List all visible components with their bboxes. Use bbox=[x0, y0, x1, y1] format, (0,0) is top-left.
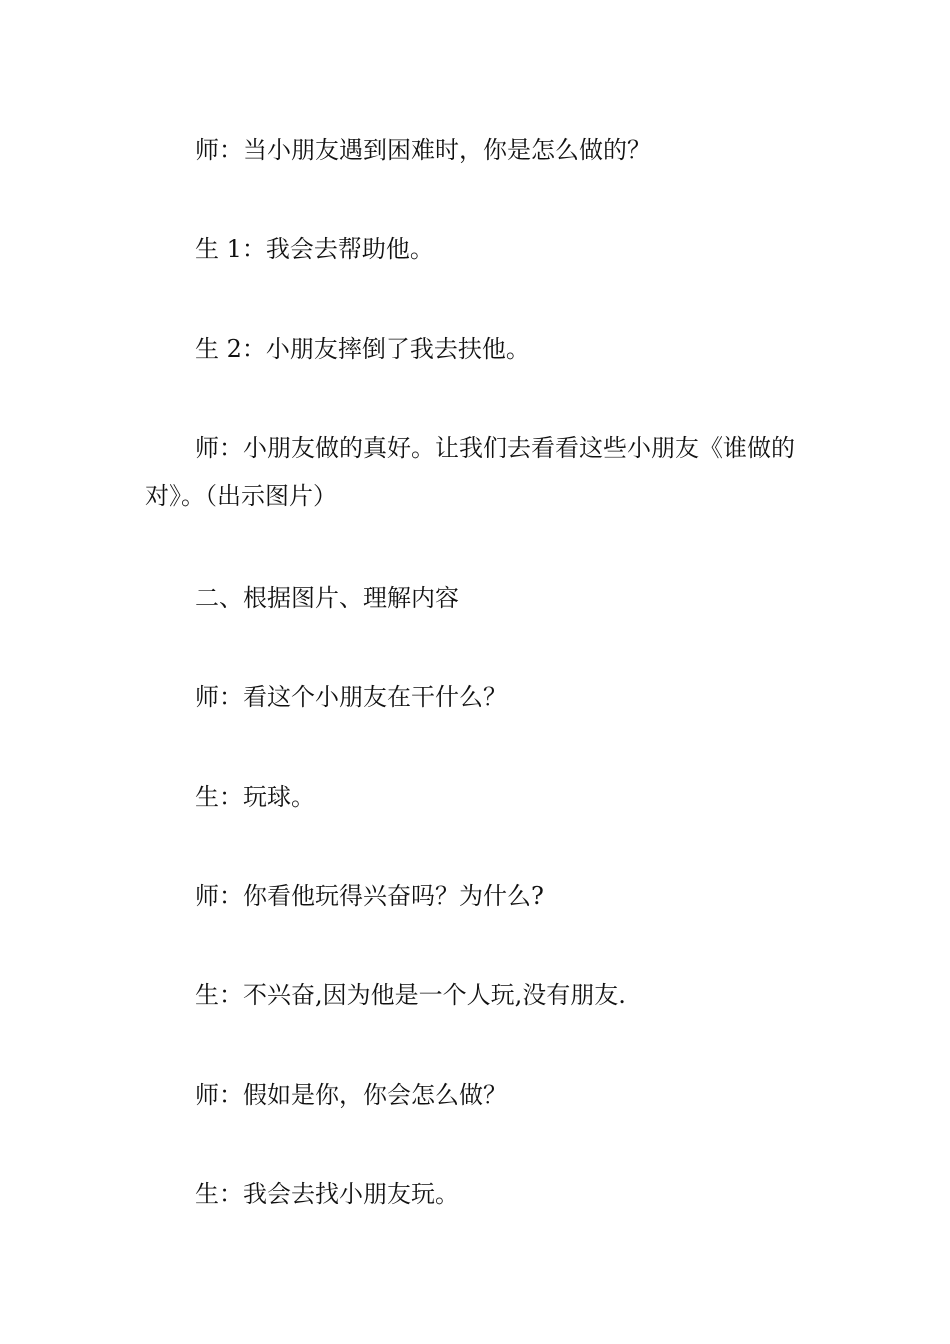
dialogue-teacher-question-2: 师：看这个小朋友在干什么？ bbox=[195, 683, 507, 711]
section-heading: 二、根据图片、理解内容 bbox=[195, 584, 459, 612]
dialogue-student-answer-4: 生：我会去找小朋友玩。 bbox=[195, 1180, 459, 1208]
dialogue-teacher-praise: 师：小朋友做的真好。让我们去看看这些小朋友《谁做的对》。（出示图片） bbox=[145, 434, 795, 510]
dialogue-teacher-question: 师：当小朋友遇到困难时，你是怎么做的？ bbox=[195, 136, 651, 164]
dialogue-teacher-question-3: 师：你看他玩得兴奋吗？为什么? bbox=[195, 882, 544, 910]
dialogue-student-answer-2: 生：玩球。 bbox=[195, 783, 315, 811]
dialogue-student-1-answer: 生 1：我会去帮助他。 bbox=[195, 235, 434, 263]
dialogue-student-2-answer: 生 2：小朋友摔倒了我去扶他。 bbox=[195, 335, 530, 363]
dialogue-student-answer-3: 生：不兴奋,因为他是一个人玩,没有朋友. bbox=[195, 981, 626, 1009]
dialogue-teacher-question-4: 师：假如是你，你会怎么做？ bbox=[195, 1081, 507, 1109]
